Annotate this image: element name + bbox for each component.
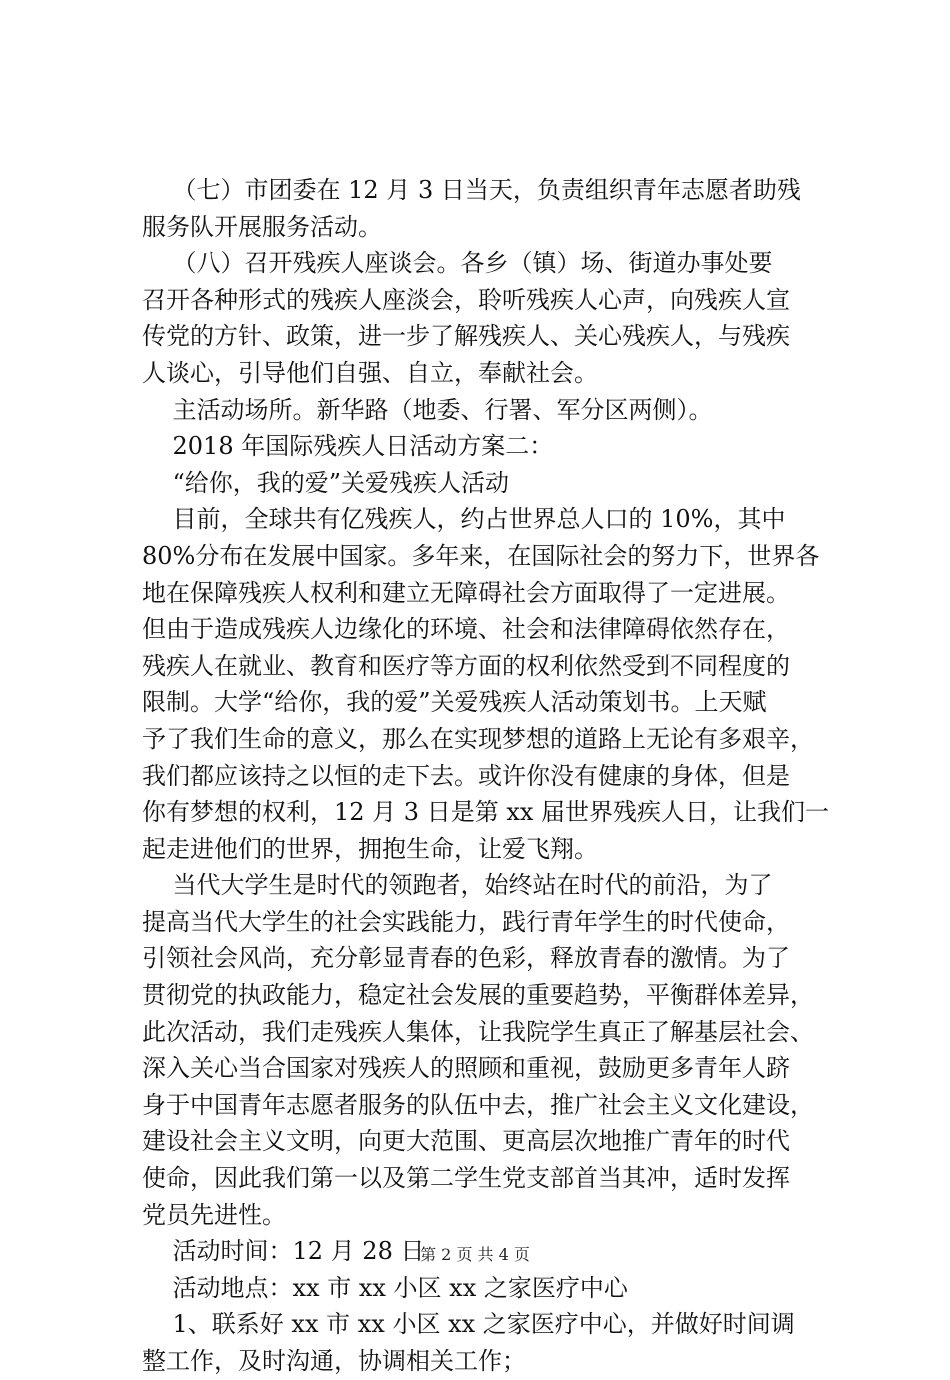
section-heading: 2018 年国际残疾人日活动方案二： bbox=[142, 432, 554, 461]
paragraph-step-1: 1、联系好 xx 市 xx 小区 xx 之家医疗中心，并做好时间调 整工作，及时沟通，协调相关工作； bbox=[142, 1310, 795, 1375]
activity-time: 活动时间：12 月 28 日 bbox=[142, 1237, 425, 1266]
activity-title: “给你，我的爱”关爱残疾人活动 bbox=[142, 468, 510, 497]
page-number: 第 2 页 共 4 页 bbox=[420, 1245, 530, 1264]
paragraph-venue: 主活动场所。新华路（地委、行署、军分区两侧）。 bbox=[142, 395, 713, 424]
activity-location: 活动地点：xx 市 xx 小区 xx 之家医疗中心 bbox=[142, 1273, 628, 1302]
paragraph-item-8: （八）召开残疾人座谈会。各乡（镇）场、街道办事处要 召开各种形式的残疾人座淡会，聆听残疾人心声，向残疾人宣 传党的方针、政策，进一步了解残疾人、关心残疾人，与残疾 人谈心，引导他们自强、自立，奉献社会。 bbox=[142, 249, 790, 387]
paragraph-item-7: （七）市团委在 12 月 3 日当天，负责组织青年志愿者助残 服务队开展服务活动。 bbox=[142, 176, 801, 241]
paragraph-background: 目前，全球共有亿残疾人，约占世界总人口的 10%，其中 80%分布在发展中国家。多年来，在国际社会的努力下，世界各 地在保障残疾人权利和建立无障碍社会方面取得了一定进展。 但由于造成残疾人边缘化的环境、社会和法律障碍依然存在， 残疾人在就业、教育和医疗等方面的权利依然受到不同程度的 限制。大学“给你，我的爱”关爱残疾人活动策划书。上天赋 予了我们生命的意义，那么在实现梦想的道路上无论有多艰辛， 我们都应该持之以恒的走下去。或许你没有健康的身体，但是 你有梦想的权利，12 月 3 日是第 xx 届世界残疾人日，让我们一 起走进他们的世界，拥抱生命，让爱飞翔。 bbox=[142, 505, 830, 863]
paragraph-purpose: 当代大学生是时代的领跑者，始终站在时代的前沿，为了 提高当代大学生的社会实践能力，践行青年学生的时代使命， 引领社会风尚，充分彰显青春的色彩，释放青春的激情。为了 贯彻党的执政能力，稳定社会发展的重要趋势，平衡群体差异， 此次活动，我们走残疾人集体，让我院学生真正了解基层社会、 深入关心当合国家对残疾人的照顾和重视，鼓励更多青年人跻 身于中国青年志愿者服务的队伍中去，推广社会主义文化建设， 建设社会主义文明，向更大范围、更高层次地推广青年的时代 使命，因此我们第一以及第二学生党支部首当其冲，适时发挥 党员先进性。 bbox=[142, 871, 814, 1229]
document-body bbox=[142, 172, 832, 1380]
